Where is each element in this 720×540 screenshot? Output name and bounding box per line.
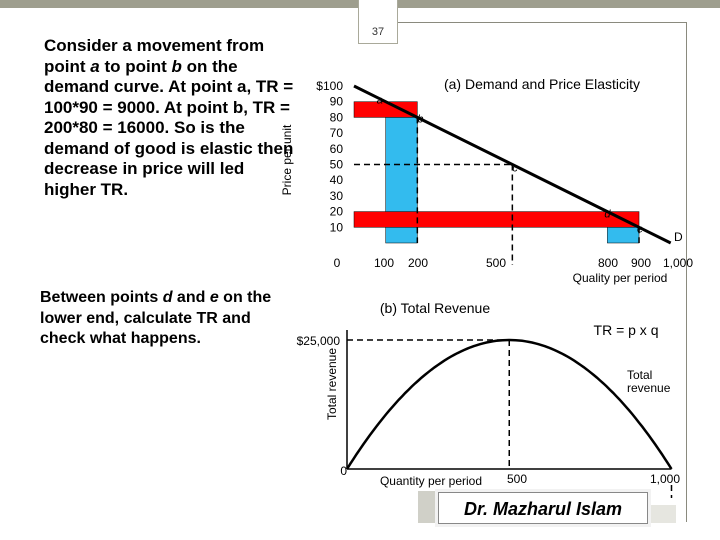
para2-text-3: on the lower end, calculate TR and check what happens.: [40, 289, 272, 347]
demand-chart: [280, 76, 693, 285]
para1-text-2: to point: [99, 56, 172, 76]
demand-y-tick: 20: [329, 204, 343, 219]
demand-y-tick: 80: [329, 110, 343, 125]
footer-left-bar: [418, 491, 440, 523]
point-label-e: e: [637, 223, 644, 236]
point-label-b: b: [417, 113, 424, 126]
point-label-c: c: [512, 162, 518, 175]
total-revenue-formula: TR = p x q: [593, 322, 659, 338]
para1-point-b: b: [171, 56, 182, 76]
para2-text-1: Between points: [40, 289, 163, 306]
total-revenue-x-axis-label: Quantity per period: [379, 474, 483, 488]
total-revenue-chart: [297, 300, 681, 498]
demand-y-tick: 30: [329, 188, 343, 203]
demand-x-axis-label: Quality per period: [572, 271, 668, 285]
footer-right-bar: [646, 505, 676, 523]
demand-series-label: D: [674, 230, 683, 244]
demand-chart-title: (a) Demand and Price Elasticity: [443, 76, 641, 92]
demand-x-tick: 200: [407, 256, 429, 270]
total-revenue-curve-label-2: revenue: [627, 381, 671, 395]
demand-y-axis-label: Price per unit: [280, 124, 294, 196]
total-revenue-y-tick: $25,000: [296, 334, 340, 348]
demand-x-tick: 1,000: [662, 256, 694, 270]
total-revenue-curve-label-1: Total: [627, 368, 653, 382]
demand-x-tick: 800: [597, 256, 619, 270]
slide-number: 37: [371, 26, 385, 38]
demand-y-tick: 60: [329, 141, 343, 156]
demand-y-tick: $100: [316, 79, 343, 93]
demand-x-tick: 900: [630, 256, 652, 270]
para2-text-2: and: [172, 289, 210, 306]
total-revenue-x-tick: 500: [506, 472, 528, 486]
demand-y-tick: 10: [329, 220, 343, 235]
demand-x-tick: 100: [373, 256, 395, 270]
total-revenue-y-axis-label: Total revenue: [325, 347, 339, 421]
total-revenue-x-tick: 0: [340, 464, 347, 478]
para2-point-d: d: [162, 289, 173, 306]
para2-point-e: e: [209, 289, 219, 306]
para1-point-a: a: [90, 56, 100, 76]
point-label-a: a: [376, 94, 383, 107]
demand-x-tick: 500: [485, 256, 507, 270]
demand-y-tick: 70: [329, 126, 343, 141]
tr-rect-point-a: [354, 102, 417, 118]
footer-box: [438, 492, 648, 524]
author-name: Dr. Mazharul Islam: [463, 499, 623, 519]
demand-x-tick: 0: [333, 256, 341, 270]
demand-y-tick: 50: [329, 157, 343, 172]
point-label-d: d: [604, 208, 611, 221]
demand-y-tick: 90: [329, 94, 343, 109]
total-revenue-chart-title: (b) Total Revenue: [379, 300, 491, 316]
para1-text-3: on the demand curve. At point a, TR = 100*90 = 9000. At point b, TR = 200*80 = 16000. So is the demand of good is elastic then decrease in price will led higher TR.: [44, 56, 294, 199]
tr-rect-point-d: [354, 212, 639, 228]
demand-y-tick: 40: [329, 173, 343, 188]
para1-text-1: Consider a movement from point: [44, 36, 265, 76]
total-revenue-x-tick: 1,000: [649, 472, 681, 486]
tr-rect-point-e: [607, 227, 639, 243]
